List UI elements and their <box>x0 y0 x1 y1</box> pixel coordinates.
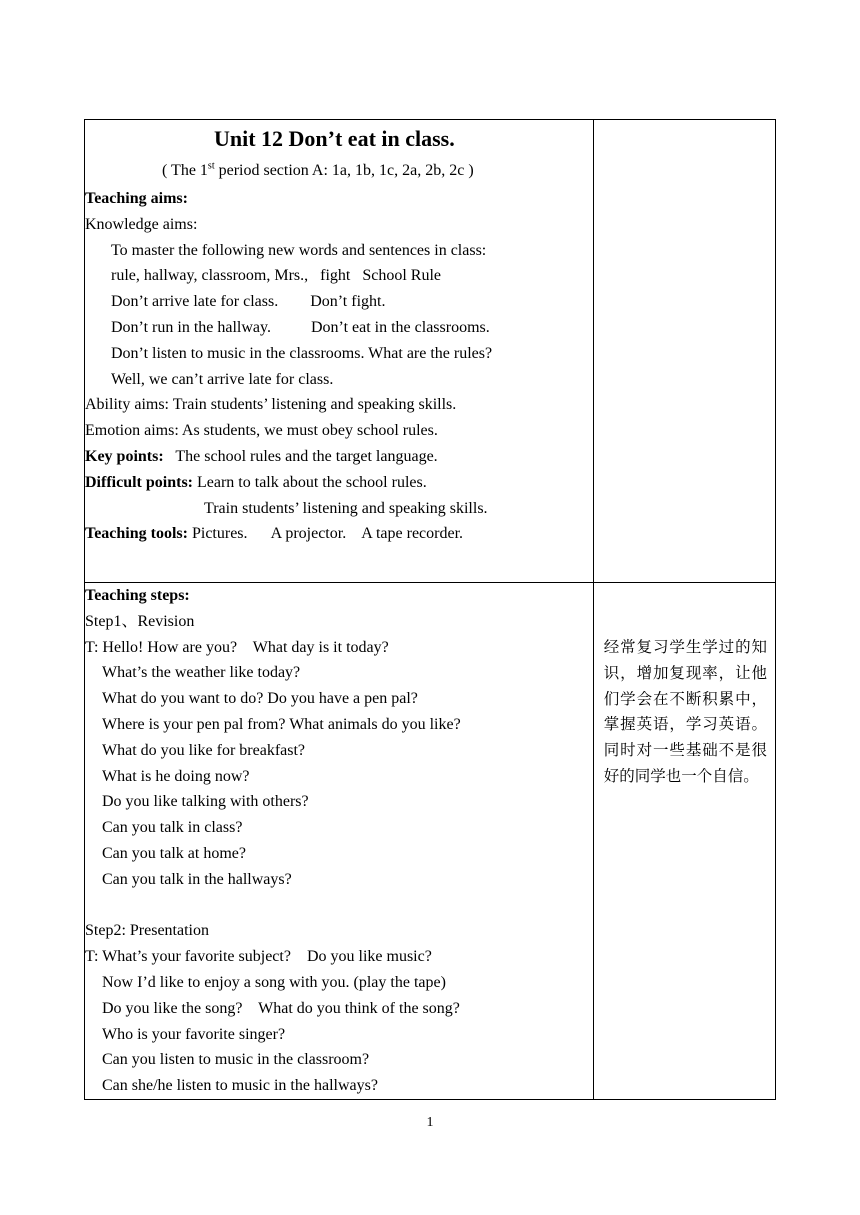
step1-dialogue-line: What do you like for breakfast? <box>102 741 306 759</box>
knowledge-line: To master the following new words and sentences in class: <box>111 241 487 259</box>
step1-heading: Step1、Revision <box>85 612 195 630</box>
step2-dialogue-line: Who is your favorite singer? <box>102 1025 286 1043</box>
teaching-tools <box>85 521 593 547</box>
step2-dialogue-line: T: What’s your favorite subject? Do you like music? <box>85 948 432 966</box>
aims-side-cell <box>593 120 775 583</box>
key-points-label: Key points: <box>85 447 164 465</box>
steps-side-cell <box>593 583 775 1100</box>
step1-dialogue-line: Where is your pen pal from? What animals do you like? <box>102 715 461 733</box>
step2-dialogue-line: Can she/he listen to music in the hallways? <box>102 1077 378 1095</box>
step1-dialogue-line: What do you want to do? Do you have a pen pal? <box>102 690 418 708</box>
subtitle-post: period section A: 1a, 1b, 1c, 2a, 2b, 2c ) <box>214 162 474 179</box>
lesson-plan-table <box>84 119 776 1100</box>
teaching-aims-label: Teaching aims: <box>85 190 188 207</box>
step1-dialogue-line: What’s the weather like today? <box>102 664 301 682</box>
page-title: Unit 12 Don’t eat in class. <box>213 126 455 151</box>
knowledge-aims-label: Knowledge aims: <box>85 215 198 233</box>
teaching-steps-label: Teaching steps: <box>85 587 190 604</box>
difficult-points-text: Learn to talk about the school rules. <box>193 473 427 491</box>
step1-dialogue-line: Can you talk in class? <box>102 819 243 837</box>
step2-dialogue-line: Can you listen to music in the classroom? <box>102 1051 370 1069</box>
steps-row <box>85 583 776 1100</box>
key-points <box>85 444 593 470</box>
key-points-text: The school rules and the target language. <box>163 447 438 465</box>
step2-dialogue-line: Do you like the song? What do you think of the song? <box>102 999 460 1017</box>
step1-dialogue-line: What is he doing now? <box>102 767 250 785</box>
side-note: 经常复习学生学过的知识，增加复现率，让他们学会在不断积累中，掌握英语，学习英语。同时对一些基础不是很好的同学也一个自信。 <box>603 638 767 785</box>
aims-row <box>85 120 776 583</box>
knowledge-line: Don’t listen to music in the classrooms. What are the rules? <box>111 344 493 362</box>
step1-dialogue-line: Can you talk at home? <box>102 844 246 862</box>
teaching-tools-text: Pictures. A projector. A tape recorder. <box>187 525 464 543</box>
ability-aims: Ability aims: Train students’ listening and speaking skills. <box>85 396 457 414</box>
teaching-tools-label: Teaching tools: <box>85 525 188 543</box>
page-number: 1 <box>426 1115 434 1130</box>
knowledge-line: rule, hallway, classroom, Mrs., fight School Rule <box>111 267 442 285</box>
subtitle-sup: st <box>207 160 215 172</box>
difficult-points <box>85 470 593 496</box>
aims-cell <box>85 120 594 583</box>
knowledge-line: Don’t arrive late for class. Don’t fight. <box>111 293 386 311</box>
difficult-points-label: Difficult points: <box>85 473 193 491</box>
step2-dialogue-line: Now I’d like to enjoy a song with you. (play the tape) <box>102 973 446 991</box>
subtitle-pre: ( The 1 <box>162 162 208 179</box>
knowledge-line: Well, we can’t arrive late for class. <box>111 370 334 388</box>
emotion-aims: Emotion aims: As students, we must obey school rules. <box>85 422 438 440</box>
knowledge-line: Don’t run in the hallway. Don’t eat in the classrooms. <box>111 318 490 336</box>
step1-dialogue-line: Can you talk in the hallways? <box>102 870 292 888</box>
step1-dialogue-line: Do you like talking with others? <box>102 793 309 811</box>
difficult-points-text-2: Train students’ listening and speaking skills. <box>204 499 488 517</box>
step2-heading: Step2: Presentation <box>85 922 209 940</box>
step1-dialogue-line: T: Hello! How are you? What day is it today? <box>85 638 389 656</box>
steps-cell <box>85 583 594 1100</box>
spacer <box>85 893 593 919</box>
period-subtitle <box>85 156 593 186</box>
